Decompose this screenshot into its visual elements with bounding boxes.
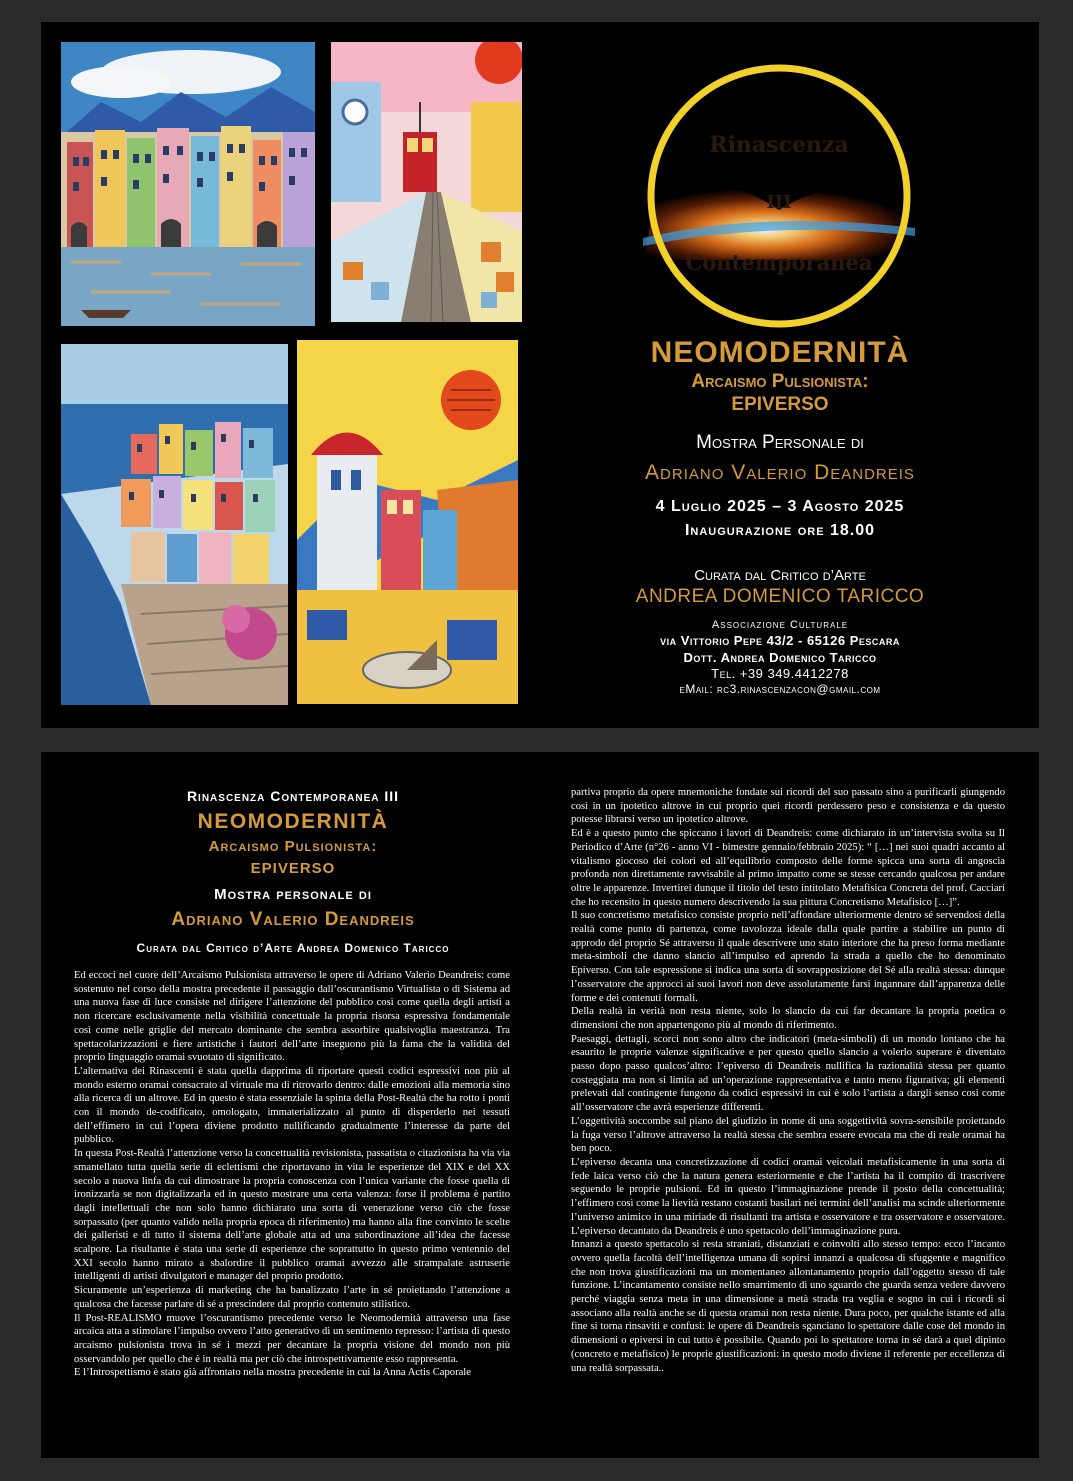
logo-line1: Rinascenza	[709, 132, 849, 158]
article-title: NEOMODERNITÀ	[197, 810, 389, 833]
flyer-phone: Tel. +39 349.4412278	[711, 666, 849, 681]
article-paragraph: Innanzi a questo spettacolo si resta straniati, distanziati e coinvolti allo stesso tempo: ecco l’incanto ovvero quella facoltà dell’intelligenza umana di sopirsi innanzi a qualcosa di sfuggente e magnifico che non trova giustificazioni ma un momentaneo allontanamento proprio dall’oggetto stesso di tale funzione. L’incantamento consiste nello smarrimento di uno sguardo che guarda senza vedere davvero perché viaggia senza meta in una dimensione a metà strada tra veglia e sogno in cui i ricordi si associano alla realtà anche se di questa oramai non resta niente. Dura poco, per qualche istante ed alla fine si torna rinsaviti e confusi: le opere di Deandreis sganciano lo spettatore dalle cose del mondo in dimensioni o epiversi in cui tutto è possibile. Quando poi lo spettatore torna in sé darà a quel dipinto (concreto e metafisico) le proprie giustificazioni: in questo modo diviene il referente per eccellenza di una realtà sorpassata..	[571, 1239, 1005, 1374]
article-paragraph: Paesaggi, dettagli, scorci non sono altro che indicatori (meta-simboli) di un mondo lontano che ha esaurito le proprie valenze significative e per questo quello slancio a volerlo superare è diventato passo dopo passo qualcos’altro: l’epiverso di Deandreis nullifica la razionalità stessa per quanto costeggiata ma non si limita ad un’operazione rappresentativa e tanto meno figurativa; gli elementi prelevati dal contingente fungono da codici espressivi in cui è solo l’artista a dargli senso così come all’osservatore che avrà esperienze differenti.	[571, 1033, 1005, 1114]
flyer-panel	[41, 22, 1039, 728]
article-series: Rinascenza Contemporanea III	[186, 788, 400, 804]
flyer-address: via Vittorio Pepe 43/2 - 65126 Pescara	[660, 633, 900, 648]
flyer-artist-name: Adriano Valerio Deandreis	[645, 461, 915, 484]
flyer-inauguration: Inaugurazione ore 18.00	[684, 522, 876, 539]
article-paragraph: Sicuramente un’esperienza di marketing che ha banalizzato l’arte in sé proiettando l’attenzione a qualcosa che facesse parlare di sé a prescindere dal proprio contenuto stilistico.	[74, 1285, 510, 1310]
article-paragraph: E l’Introspettismo è stato già affrontato nella mostra precedente in cui la Anna Actis Caporale	[74, 1367, 471, 1379]
painting-church-sundial	[297, 340, 518, 704]
article-paragraph: Il suo concretismo metafisico consiste proprio nell’affondare ulteriormente dentro sé servendosi della realtà come punto di partenza, come tavolozza ideale dalla quale partire a stabilire un punto di approdo del proprio Sé attraverso il quale descrivere uno stato interiore che ha preso forma mediante meta-simboli che danno slancio all’impulso ed aprendo la strada a quello che ho denominato Epiverso. Con tale espressione si indica una sorta di sovrapposizione del Sé alla realtà stessa: dunque l’osservatore che approcci ai suoi lavori non deve assolutamente farsi ingannare dall’apparenza delle forme e dei contenuti formali.	[571, 910, 1005, 1004]
article-paragraph: Ed eccoci nel cuore dell’Arcaismo Pulsionista attraverso le opere di Adriano Valerio Deandreis: come sostenuto nel corso della mostra precedente il passaggio dall’oscurantismo Virtualista o di Sistema ad una nuova fase di luce consiste nel dirigere l’attenzione del pubblico così come quella degli artisti a non ricercare esclusivamente nella visibilità concettuale la propria risorsa espressiva fondamentale così come nelle griglie del mercato dominante che sembra assorbire qualsivoglia maestranza. Tra spettacolarizzazioni e fiere artistiche i fautori dell’arte inseguono più la fama che la validità del proprio linguaggio oramai svuotato di significato.	[74, 970, 510, 1064]
article-column-right	[571, 786, 1005, 1436]
article-subtitle-1: Arcaismo Pulsionista:	[208, 838, 378, 855]
painting-lakeside-houses	[61, 42, 315, 326]
article-paragraph: L’oggettività soccombe sul piano del giudizio in nome di una soggettività sovra-sensibile proiettando la fuga verso l’altrove attraverso la realtà stessa che sembra essere evocata ma che di reale oramai ha ben poco.	[571, 1115, 1005, 1155]
flyer-subtitle-2: EPIVERSO	[731, 394, 829, 415]
article-subtitle-2: EPIVERSO	[250, 860, 336, 877]
painting-coastal-village	[61, 344, 288, 705]
flyer-title: NEOMODERNITÀ	[650, 336, 910, 369]
logo-numeral: III	[766, 192, 792, 213]
article-panel	[41, 752, 1039, 1458]
article-paragraph: Il Post-REALISMO muove l’oscurantismo precedente verso le Neomodernità attraverso una fase arcaica atta a stimolare l’impulso ovvero l’atto generativo di un sentimento represso: l’artista di questo arcaismo pulsionista trova in sé i mezzi per decantare la propria visione del mondo non più osservandolo per quello che è in realtà ma per ciò che introspettivamente esso rappresenta.	[74, 1312, 510, 1365]
flyer-curated-label: Curata dal Critico d’Arte	[694, 567, 866, 584]
flyer-dates: 4 Luglio 2025 – 3 Agosto 2025	[655, 498, 905, 515]
article-column-left	[74, 969, 510, 1433]
article-paragraph: partiva proprio da opere mnemoniche fondate sui ricordi del suo passato sino a purificarli giungendo così in un ipotetico altrove in cui proprio quei ricordi perdessero peso e consistenza e da questo potesse librarsi verso un ipotetico altrove.	[571, 787, 1005, 826]
flyer-subtitle-1: Arcaismo Pulsionista:	[691, 371, 869, 392]
article-paragraph: In questa Post-Realtà l’attenzione verso la concettualità revisionista, passatista o citazionista ha via via smantellato tutta quella serie di eclettismi che riportavano in vita le esperienze del XIX e del XX secolo a nuova linfa da cui dimostrare la propria conoscenza con l’unica variante che fosse quella di ironizzarla se non digitalizzarla ed in questo mostrare una certa valenza: forse il problema è partito dagli intellettuali che non solo hanno dichiarato una sorta di venerazione verso ciò che fosse sorpassato (per quanto valido nella propria epoca di riferimento) ma hanno alla fine convinto le scelte dei galleristi e di tutto il sistema dell’arte globale atta ad una subordinazione all’idea che facesse scalpore. La risultante è stata una serie di esperienze che soprattutto in questo primo ventennio del XXI secolo hanno mirato a sbalordire il pubblico oramai avvezzo alle strampalate astruserie intelligenti di artisti divulgatori e manager del proprio prodotto.	[74, 1148, 510, 1283]
painting-tram-street	[331, 42, 522, 322]
flyer-show-label: Mostra Personale di	[696, 432, 864, 453]
rinascenza-logo	[643, 60, 915, 332]
article-show-label: Mostra personale di	[214, 886, 372, 903]
flyer-association: Associazione Culturale	[711, 619, 849, 631]
flyer-email: eMail: rc3.rinascenzacon@gmail.com	[679, 682, 881, 696]
article-curated-line: Curata dal Critico d’Arte Andrea Domenico Taricco	[136, 941, 450, 955]
flyer-contact-person: Dott. Andrea Domenico Taricco	[683, 650, 877, 665]
article-paragraph: L’epiverso decanta una concretizzazione di codici oramai veicolati metafisicamente in una sorta di fede laica verso ciò che la natura genera esteriormente e che l’artista ha il compito di trascrivere seguendo le proprie pulsioni. Ed in questo l’immaginazione prende il posto della concettualità; l’effimero così come la lievità restano costanti basilari nei termini dell’analisi ma scinde ulteriormente l’universo animico in una miriade di risultanti tra artista e osservatore e tra osservatore e osservatore. L’epiverso decantato da Deandreis è uno spettacolo dell’immaginazione pura.	[571, 1156, 1005, 1237]
article-artist-name: Adriano Valerio Deandreis	[171, 909, 415, 930]
article-paragraph: Della realtà in verità non resta niente, solo lo slancio da cui far decantare la propria poetica o dimensioni che non appartengono più al mondo di riferimento.	[571, 1006, 1005, 1031]
article-paragraph: L’alternativa dei Rinascenti è stata quella dapprima di riportare questi codici espressivi non più al mondo esterno oramai consacrato al virtuale ma di ritrovarlo dentro: dalle emozioni alla memoria sino alla ricerca di un altrove. Ed in questo è stata essenziale la spinta della Post-Realtà che ha rotto i ponti con il mondo de-codificato, omologato, immaterializzato al punto di disperderlo nei tessuti dell’effimero in cui l’opera diviene prodotto nullificando gradualmente l’interesse da parte del pubblico.	[74, 1065, 510, 1146]
logo-line2: Contemporanea	[685, 250, 873, 275]
article-paragraph: Ed è a questo punto che spiccano i lavori di Deandreis: come dichiarato in un’intervista svolta su Il Periodico d’Arte (n°26 - anno VI - bimestre gennaio/febbraio 2025): “ […] nei suoi quadri accanto al vitalismo giocoso dei colori ed all’equilibrio composto delle forme spicca una sorta di angoscia profonda non direttamente ravvisabile al primo impatto come se stesse cercando qualcosa per andare oltre le apparenze. Invertirei dunque il titolo del testo intitolato Metafisica Concreta del prof. Cacciari che ho recensito in questo numero descrivendo la sua pittura Concretismo Metafisico […]”.	[571, 828, 1005, 908]
flyer-curator-name: ANDREA DOMENICO TARICCO	[635, 586, 925, 607]
